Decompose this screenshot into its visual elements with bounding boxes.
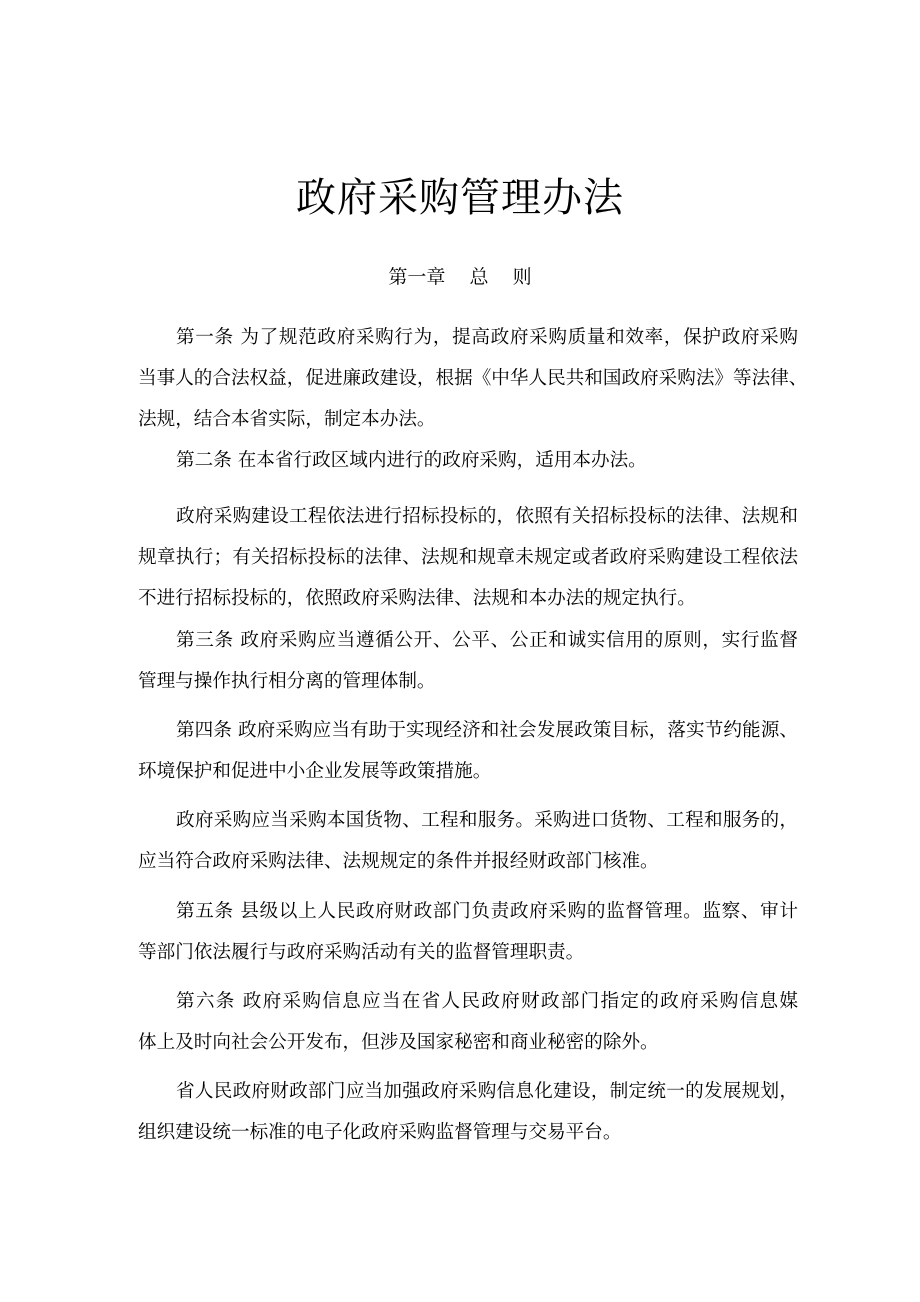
article-6-subparagraph	[138, 1071, 798, 1153]
paragraph-line: 第一条 为了规范政府采购行为，提高政府采购质量和效率，保护政府采购	[176, 327, 798, 348]
paragraph-line: 应当符合政府采购法律、法规规定的条件并报经财政部门核准。	[138, 851, 659, 872]
article-4-subparagraph	[138, 800, 798, 882]
paragraph-line: 当事人的合法权益，促进廉政建设，根据《中华人民共和国政府采购法》等法律、	[138, 368, 808, 389]
paragraph-line: 组织建设统一标准的电子化政府采购监督管理与交易平台。	[138, 1122, 622, 1143]
paragraph-line: 法规，结合本省实际，制定本办法。	[138, 409, 436, 430]
paragraph-line: 不进行招标投标的，依照政府采购法律、法规和本办法的规定执行。	[138, 588, 696, 609]
document-title: 政府采购管理办法	[296, 175, 624, 221]
paragraph-line: 体上及时向社会公开发布，但涉及国家秘密和商业秘密的除外。	[138, 1032, 659, 1053]
paragraph-line: 省人民政府财政部门应当加强政府采购信息化建设，制定统一的发展规划，	[176, 1081, 798, 1102]
paragraph-line: 规章执行；有关招标投标的法律、法规和规章未规定或者政府采购建设工程依法	[138, 547, 798, 568]
paragraph-line: 第三条 政府采购应当遵循公开、公平、公正和诚实信用的原则，实行监督	[176, 630, 798, 651]
paragraph-line: 第五条 县级以上人民政府财政部门负责政府采购的监督管理。监察、审计	[176, 901, 798, 922]
paragraph-line: 第四条 政府采购应当有助于实现经济和社会发展政策目标，落实节约能源、	[176, 720, 798, 741]
paragraph-line: 政府采购应当采购本国货物、工程和服务。采购进口货物、工程和服务的，	[176, 810, 798, 831]
article-2-paragraph	[138, 440, 798, 481]
paragraph-line: 政府采购建设工程依法进行招标投标的，依照有关招标投标的法律、法规和	[176, 506, 798, 527]
chapter-heading: 第一章 总 则	[388, 266, 532, 288]
paragraph-line: 环境保护和促进中小企业发展等政策措施。	[138, 761, 492, 782]
article-1-paragraph	[138, 317, 808, 440]
paragraph-line: 等部门依法履行与政府采购活动有关的监督管理职责。	[138, 942, 585, 963]
article-3-paragraph	[138, 620, 798, 702]
paragraph-line: 管理与操作执行相分离的管理体制。	[138, 671, 436, 692]
paragraph-line: 第六条 政府采购信息应当在省人民政府财政部门指定的政府采购信息媒	[176, 991, 798, 1012]
article-4-paragraph	[138, 710, 798, 792]
article-2-subparagraph	[138, 496, 798, 619]
article-5-paragraph	[138, 891, 798, 973]
article-6-paragraph	[138, 981, 798, 1063]
paragraph-line: 第二条 在本省行政区域内进行的政府采购，适用本办法。	[176, 450, 647, 471]
